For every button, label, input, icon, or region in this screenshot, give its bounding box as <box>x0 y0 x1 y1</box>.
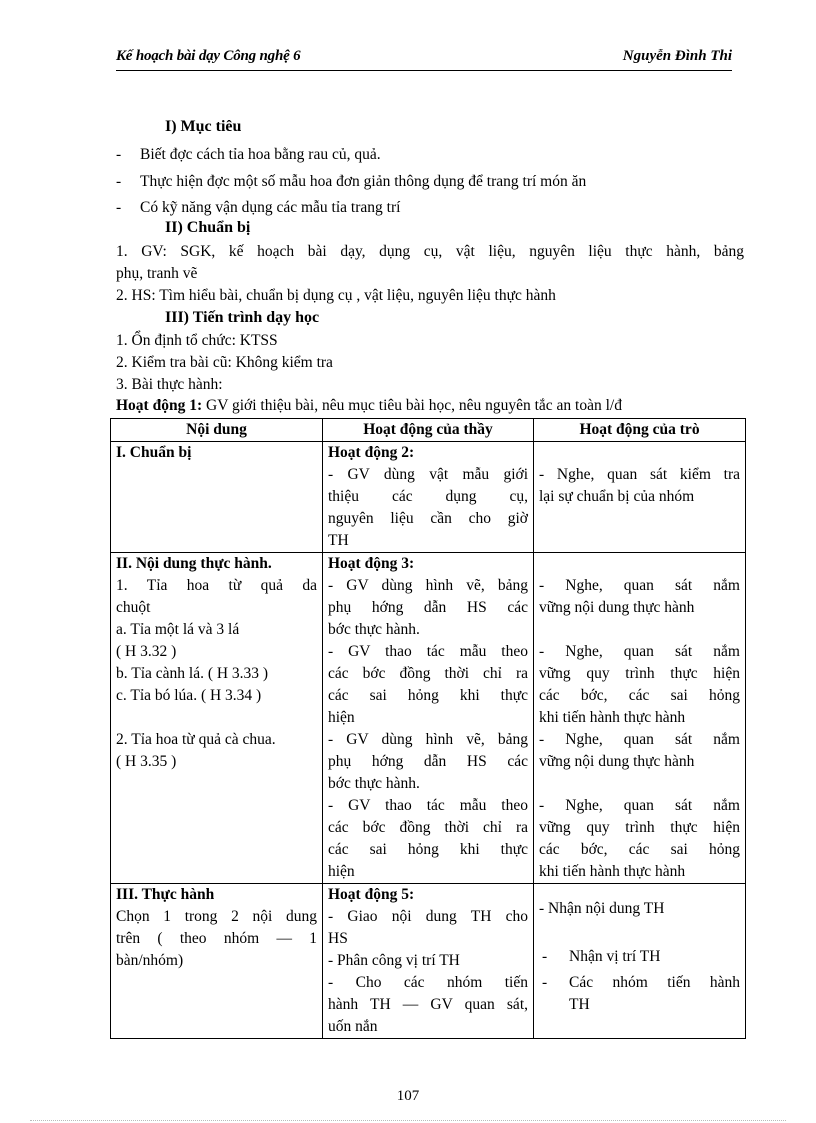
row3-teacher-line: uốn nắn <box>328 1018 378 1035</box>
row2-teacher-line: - GV dùng hình vẽ, bảng <box>328 577 528 594</box>
row3-teacher-line: - Phân công vị trí TH <box>328 952 460 969</box>
row2-teacher-line: - GV dùng hình vẽ, bảng <box>328 731 528 748</box>
row2-content-line: 2. Tỉa hoa từ quả cà chua. <box>116 731 276 748</box>
activity-1-text: GV giới thiệu bài, nêu mục tiêu bài học, nêu nguyên tắc an toàn l/đ <box>202 397 622 414</box>
row2-student-line: các bớc, các sai hỏng <box>539 687 740 704</box>
row2-student-line: khi tiến hành thực hành <box>539 709 686 726</box>
cell-content <box>111 553 323 884</box>
row3-student-bullet-text: Nhận vị trí TH <box>569 948 661 965</box>
cell-teacher <box>323 884 534 1039</box>
cell-student <box>534 442 746 553</box>
section1-title: I) Mục tiêu <box>165 118 242 135</box>
bullet-dash: - <box>116 146 122 163</box>
row2-student-line: - Nghe, quan sát nắm <box>539 643 740 660</box>
row3-student-bullet-text: TH <box>569 996 590 1013</box>
page-header <box>116 46 732 71</box>
bullet-dash: - <box>116 199 122 216</box>
row2-content-line: a. Tỉa một lá và 3 lá <box>116 621 240 638</box>
row2-student-line: vững quy trình thực hiện <box>539 819 740 836</box>
row3-student-bullet <box>539 946 740 968</box>
row2-student-line: - Nghe, quan sát nắm <box>539 731 740 748</box>
row3-content-line: bàn/nhóm) <box>116 952 184 969</box>
row1-student-line: lại sự chuẩn bị của nhóm <box>539 488 695 505</box>
row1-teacher-line: - GV dùng vật mẫu giới <box>328 466 528 483</box>
row2-teacher-line: các bớc đồng thời chỉ ra <box>328 819 528 836</box>
row1-teacher-title: Hoạt động 2: <box>328 444 415 461</box>
row1-teacher-line: thiệu các dụng cụ, <box>328 488 528 505</box>
row2-teacher-line: phụ hớng dẫn HS các <box>328 599 528 616</box>
prep-gv-line2: phụ, tranh vẽ <box>116 265 198 282</box>
activity-1-label: Hoạt động 1: <box>116 397 203 414</box>
prep-hs: 2. HS: Tìm hiểu bài, chuẩn bị dụng cụ , vật liệu, nguyên liệu thực hành <box>116 287 556 304</box>
row2-content-line: ( H 3.35 ) <box>116 753 177 770</box>
row3-teacher-line: hành TH — GV quan sát, <box>328 996 528 1013</box>
table-header-row <box>111 419 746 442</box>
row3-teacher-title: Hoạt động 5: <box>328 886 415 903</box>
bullet-dash: - <box>542 974 548 991</box>
section2-title: II) Chuẩn bị <box>165 219 251 236</box>
lesson-plan-table <box>110 418 746 1039</box>
row3-student-bullet-text: Các nhóm tiến hành <box>569 974 740 991</box>
bullet-dash: - <box>116 173 122 190</box>
row2-student-line: vững nội dung thực hành <box>539 753 695 770</box>
row3-student-bullet-cont <box>539 994 740 1016</box>
row1-teacher-line: TH <box>328 532 349 549</box>
cell-teacher <box>323 553 534 884</box>
objective-item-2: Thực hiện đợc một số mẫu hoa đơn giản thông dụng để trang trí món ăn <box>140 173 587 190</box>
row2-student-line: vững quy trình thực hiện <box>539 665 740 682</box>
table-row <box>111 442 746 553</box>
page-number: 107 <box>396 1088 420 1104</box>
header-right: Nguyễn Đình Thi <box>622 48 732 64</box>
objective-item-1: Biết đợc cách tỉa hoa bằng rau củ, quả. <box>140 146 381 163</box>
row3-student-bullet <box>539 972 740 994</box>
row2-content-line: b. Tỉa cành lá. ( H 3.33 ) <box>116 665 269 682</box>
prep-gv-line1: 1. GV: SGK, kế hoạch bài dạy, dụng cụ, vật liệu, nguyên liệu thực hành, bảng <box>116 243 744 260</box>
header-content: Nội dung <box>111 419 323 442</box>
activity-1 <box>116 397 622 415</box>
header-left: Kế hoạch bài dạy Công nghệ 6 <box>116 48 301 64</box>
cell-student <box>534 553 746 884</box>
header-student: Hoạt động của trò <box>534 419 746 442</box>
row2-teacher-line: bớc thực hành. <box>328 775 420 792</box>
row2-teacher-line: hiện <box>328 709 355 726</box>
row2-teacher-line: phụ hớng dẫn HS các <box>328 753 528 770</box>
row2-student-line: khi tiến hành thực hành <box>539 863 686 880</box>
row1-content-title: I. Chuẩn bị <box>116 444 192 461</box>
cell-student <box>534 884 746 1039</box>
row2-content-line: c. Tỉa bó lúa. ( H 3.34 ) <box>116 687 262 704</box>
row2-teacher-line: hiện <box>328 863 355 880</box>
step-2: 2. Kiểm tra bài cũ: Không kiểm tra <box>116 354 333 371</box>
row2-teacher-line: bớc thực hành. <box>328 621 420 638</box>
row3-teacher-line: - Giao nội dung TH cho <box>328 908 528 925</box>
row2-student-line: - Nghe, quan sát nắm <box>539 577 740 594</box>
row2-content-title: II. Nội dung thực hành. <box>116 555 272 572</box>
table-row <box>111 553 746 884</box>
footer-divider <box>30 1120 786 1121</box>
row1-student-line: - Nghe, quan sát kiểm tra <box>539 466 740 483</box>
row1-teacher-line: nguyên liệu cần cho giờ <box>328 510 528 527</box>
row2-teacher-line: - GV thao tác mẫu theo <box>328 797 528 814</box>
cell-content <box>111 884 323 1039</box>
row3-student-line: - Nhận nội dung TH <box>539 900 665 917</box>
cell-content <box>111 442 323 553</box>
row3-content-title: III. Thực hành <box>116 886 215 903</box>
row2-student-line: - Nghe, quan sát nắm <box>539 797 740 814</box>
header-teacher: Hoạt động của thầy <box>323 419 534 442</box>
step-3: 3. Bài thực hành: <box>116 376 223 393</box>
row2-student-line: vững nội dung thực hành <box>539 599 695 616</box>
row2-teacher-line: các sai hỏng khi thực <box>328 841 528 858</box>
bullet-dash: - <box>542 948 548 965</box>
row2-student-line: các bớc, các sai hỏng <box>539 841 740 858</box>
row3-content-line: Chọn 1 trong 2 nội dung <box>116 908 317 925</box>
step-1: 1. Ổn định tổ chức: KTSS <box>116 332 278 349</box>
row2-teacher-line: các bớc đồng thời chỉ ra <box>328 665 528 682</box>
row2-content-line: ( H 3.32 ) <box>116 643 177 660</box>
row2-teacher-title: Hoạt động 3: <box>328 555 415 572</box>
row3-teacher-line: HS <box>328 930 348 947</box>
row2-teacher-line: các sai hỏng khi thực <box>328 687 528 704</box>
row3-teacher-line: - Cho các nhóm tiến <box>328 974 528 991</box>
row2-content-line: chuột <box>116 599 151 616</box>
table-row <box>111 884 746 1039</box>
section3-title: III) Tiến trình dạy học <box>165 309 320 326</box>
row2-teacher-line: - GV thao tác mẫu theo <box>328 643 528 660</box>
cell-teacher <box>323 442 534 553</box>
objective-item-3: Có kỹ năng vận dụng các mẫu tỉa trang trí <box>140 199 401 216</box>
row3-content-line: trên ( theo nhóm — 1 <box>116 930 317 947</box>
row2-content-line: 1. Tỉa hoa từ quả da <box>116 577 317 594</box>
